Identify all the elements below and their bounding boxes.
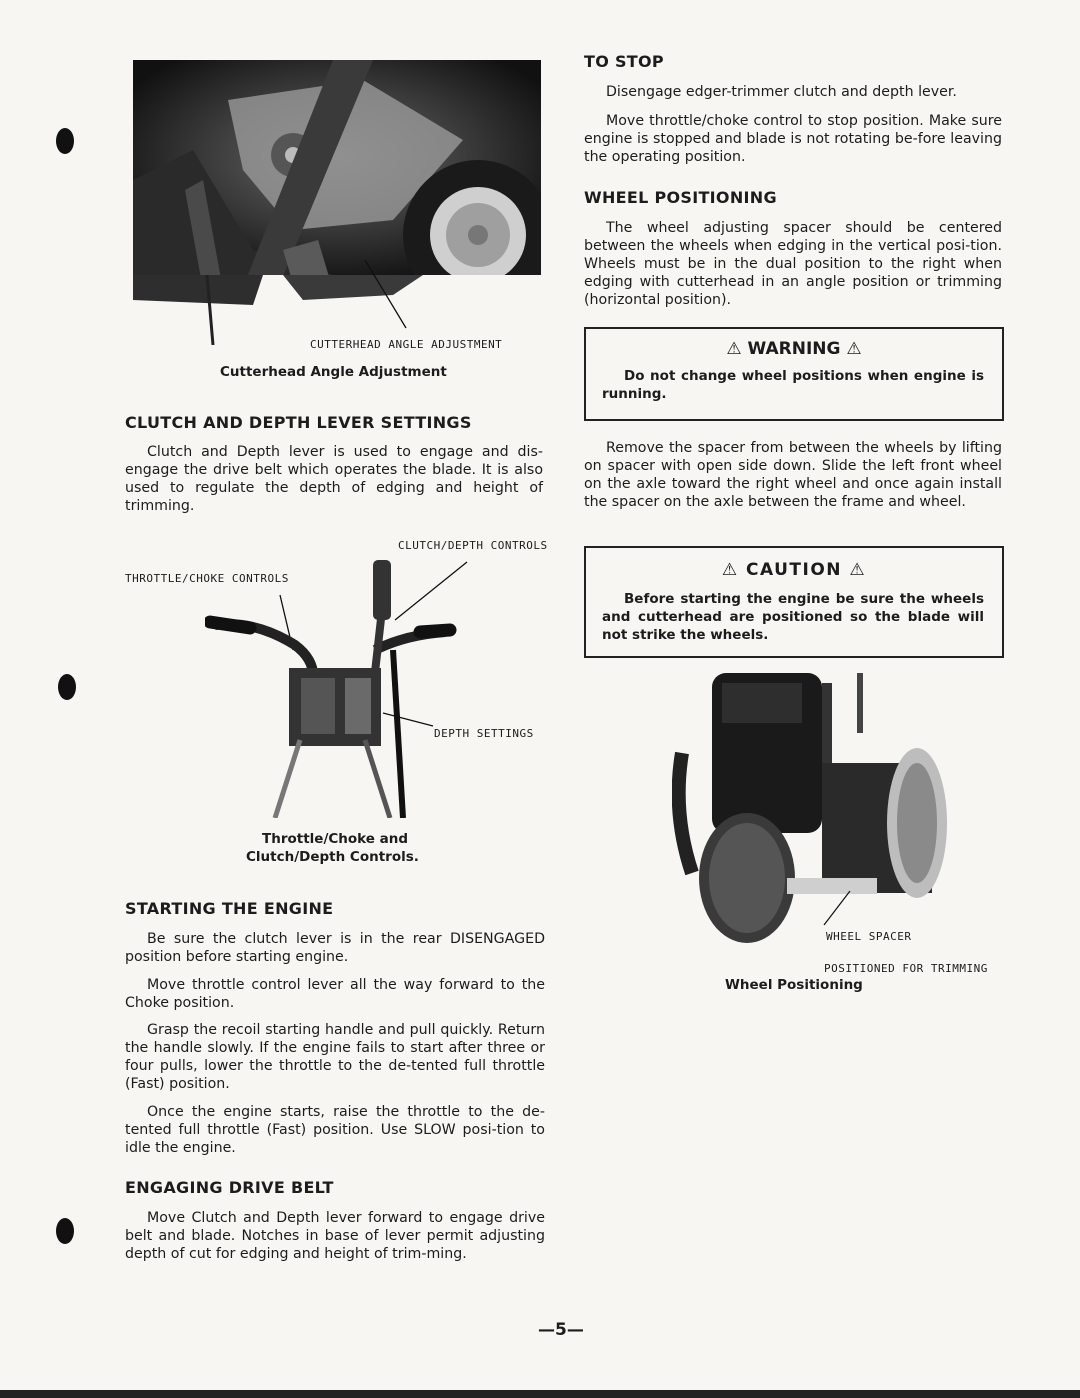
warning-triangle-icon: ⚠ [846,339,862,359]
remove-spacer-paragraph: Remove the spacer from between the wheels by lifting on spacer with open side down. Slide the left front wheel on the axle toward the right wheel and once again install the spacer on the axle between the frame and wheel. [584,440,1002,510]
wheel-paragraph: The wheel adjusting spacer should be centered between the wheels when edging in the vertical posi-tion. Wheels must be in the dual position to the right when edging with cutterhead in an angle position or trimming (horizontal position). [584,220,1002,308]
positioned-for-trimming-callout: POSITIONED FOR TRIMMING [824,962,988,975]
stop-paragraph-1: Disengage edger-trimmer clutch and depth lever. [606,84,957,100]
wheel-positioning-photo [672,673,962,945]
cutterhead-photo [133,60,541,345]
warning-box [584,327,1004,421]
clutch-heading: CLUTCH AND DEPTH LEVER SETTINGS [125,413,472,432]
wheel-spacer-callout: WHEEL SPACER [826,930,912,943]
caution-triangle-icon: ⚠ [849,560,867,580]
warning-text: Do not change wheel positions when engine is running. [602,368,984,402]
depth-settings-callout: DEPTH SETTINGS [434,727,534,740]
controls-caption-line1: Throttle/Choke and [262,831,409,847]
clutch-depth-callout: CLUTCH/DEPTH CONTROLS [398,539,548,552]
starting-paragraph-1: Be sure the clutch lever is in the rear DISENGAGED position before starting engine. [125,931,545,965]
controls-photo [205,550,475,818]
wheel-heading: WHEEL POSITIONING [584,188,777,207]
clutch-paragraph: Clutch and Depth lever is used to engage and dis-engage the drive belt which operates the blade. It is also used to regulate the depth of edging and height of trimming. [125,444,543,514]
warning-title: WARNING [747,339,841,359]
engaging-heading: ENGAGING DRIVE BELT [125,1178,334,1197]
binder-hole [56,1218,74,1244]
caution-title: CAUTION [745,560,842,580]
page-number: —5— [538,1320,584,1340]
starting-paragraph-3: Grasp the recoil starting handle and pull quickly. Return the handle slowly. If the engine fails to start after three or four pulls, lower the throttle to the de-tented full throttle (Fast) position. [125,1022,545,1092]
caution-triangle-icon: ⚠ [721,560,739,580]
starting-heading: STARTING THE ENGINE [125,899,334,918]
starting-paragraph-2: Move throttle control lever all the way forward to the Choke position. [125,977,545,1011]
warning-triangle-icon: ⚠ [726,339,742,359]
caution-text: Before starting the engine be sure the wheels and cutterhead are positioned so the blade will not strike the wheels. [602,591,984,643]
binder-hole [58,674,76,700]
caution-box [584,546,1004,658]
throttle-choke-callout: THROTTLE/CHOKE CONTROLS [125,572,289,585]
cutterhead-callout: CUTTERHEAD ANGLE ADJUSTMENT [310,338,503,351]
bottom-edge-line [0,1390,1080,1398]
stop-paragraph-2: Move throttle/choke control to stop position. Make sure engine is stopped and blade is not rotating be-fore leaving the operating position. [584,113,1002,165]
engaging-paragraph: Move Clutch and Depth lever forward to engage drive belt and blade. Notches in base of lever permit adjusting depth of cut for edging and height of trim-ming. [125,1210,545,1262]
controls-caption-line2: Clutch/Depth Controls. [246,849,419,865]
cutterhead-caption: Cutterhead Angle Adjustment [220,364,447,380]
stop-heading: TO STOP [584,52,664,71]
wheel-positioning-caption: Wheel Positioning [725,977,863,993]
starting-paragraph-4: Once the engine starts, raise the throttle to the de-tented full throttle (Fast) position. Use SLOW posi-tion to idle the engine. [125,1104,545,1156]
binder-hole [56,128,74,154]
